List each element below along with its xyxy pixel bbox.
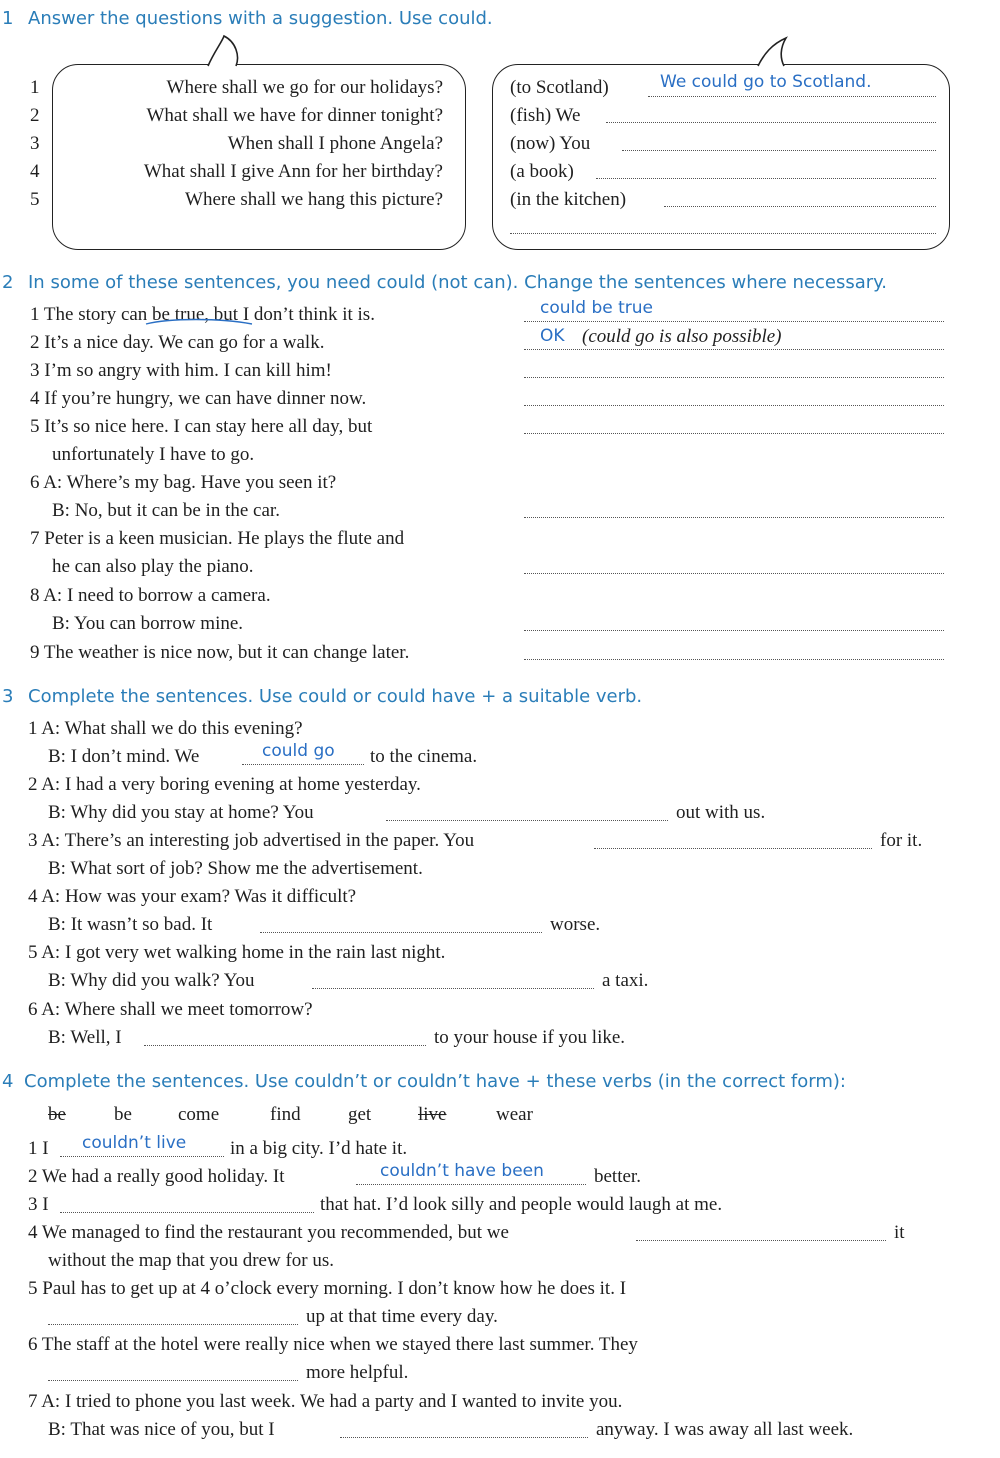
ex3-answer-line-2[interactable] [386,820,668,821]
ex2-answer-line-9[interactable] [524,659,944,660]
ex1-q3-number: 3 [30,133,40,154]
ex1-answer-line-4[interactable] [596,178,936,179]
ex3-line-1c: to the cinema. [370,746,478,767]
ex4-line-7a: 7 A: I tried to phone you last week. We had a party and I wanted to invite you. [28,1391,623,1412]
ex3-line-3b: for it. [880,830,923,851]
ex3-answer-line-3[interactable] [594,848,872,849]
ex1-answer-line-2[interactable] [606,122,936,123]
ex2-answer-1: could be true [540,298,653,318]
ex4-line-4c: without the map that you drew for us. [48,1250,335,1271]
ex2-answer-line-3[interactable] [524,377,944,378]
ex4-line-6a: 6 The staff at the hotel were really nice when we stayed there last summer. They [28,1334,638,1355]
verb-be-1-crossed: be [48,1104,66,1125]
ex4-answer-line-5[interactable] [48,1324,298,1325]
ex4-line-7b: B: That was nice of you, but I [48,1419,275,1440]
ex2-line-6b: B: No, but it can be in the car. [52,500,280,521]
verb-live-crossed: live [418,1104,447,1125]
verb-wear: wear [496,1104,533,1125]
ex1-question-3: When shall I phone Angela? [227,133,443,154]
ex4-answer-line-7[interactable] [340,1437,588,1438]
ex2-answer-line-7[interactable] [524,573,944,574]
ex2-line-3: 3 I’m so angry with him. I can kill him! [30,360,332,381]
ex3-line-3a: 3 A: There’s an interesting job advertised in the paper. You [28,830,475,851]
ex2-answer-line-1[interactable] [524,321,944,322]
verb-find: find [270,1104,301,1125]
ex3-line-5c: a taxi. [602,970,649,991]
ex3-line-5b: B: Why did you walk? You [48,970,255,991]
ex3-answer-line-1[interactable] [242,764,364,765]
ex4-answer-1: couldn’t live [82,1133,187,1153]
ex1-answer-line-6[interactable] [510,233,936,234]
ex3-line-1a: 1 A: What shall we do this evening? [28,718,303,739]
ex2-line-2: 2 It’s a nice day. We can go for a walk. [30,332,325,353]
ex4-answer-line-6[interactable] [48,1380,298,1381]
ex3-line-5a: 5 A: I got very wet walking home in the rain last night. [28,942,446,963]
ex1-answer-line-1[interactable] [648,96,936,97]
ex3-line-6c: to your house if you like. [434,1027,626,1048]
ex2-line-4: 4 If you’re hungry, we can have dinner now. [30,388,367,409]
ex1-prompt-4: (a book) [510,161,574,182]
ex4-line-5a: 5 Paul has to get up at 4 o’clock every morning. I don’t know how he does it. I [28,1278,627,1299]
ex3-answer-1: could go [262,741,335,761]
ex3-line-6a: 6 A: Where shall we meet tomorrow? [28,999,313,1020]
ex3-line-4c: worse. [550,914,601,935]
verb-be-2: be [114,1104,132,1125]
ex4-answer-line-3[interactable] [60,1212,314,1213]
ex3-line-2a: 2 A: I had a very boring evening at home yesterday. [28,774,421,795]
ex4-line-5b: up at that time every day. [306,1306,498,1327]
ex2-line-8b: B: You can borrow mine. [52,613,244,634]
ex2-line-6a: 6 A: Where’s my bag. Have you seen it? [30,472,337,493]
ex1-q4-number: 4 [30,161,40,182]
ex2-answer-2-note: (could go is also possible) [582,326,782,347]
ex1-number: 1 [2,8,14,29]
ex3-answer-line-4[interactable] [260,932,542,933]
ex3-number: 3 [2,686,14,707]
ex2-answer-line-5[interactable] [524,433,944,434]
ex3-answer-line-5[interactable] [312,988,594,989]
ex4-answer-line-1[interactable] [60,1156,224,1157]
ex4-answer-line-4[interactable] [636,1240,886,1241]
ex4-line-2a: 2 We had a really good holiday. It [28,1166,285,1187]
ex4-line-2b: better. [594,1166,641,1187]
ex1-q2-number: 2 [30,105,40,126]
ex1-prompt-3: (now) You [510,133,591,154]
ex2-number: 2 [2,272,14,293]
ex3-answer-line-6[interactable] [144,1045,426,1046]
ex3-line-2c: out with us. [676,802,766,823]
ex3-line-6b: B: Well, I [48,1027,122,1048]
ex2-line-7b: he can also play the piano. [52,556,254,577]
ex4-line-4a: 4 We managed to find the restaurant you recommended, but we [28,1222,509,1243]
ex3-line-4b: B: It wasn’t so bad. It [48,914,213,935]
ex1-instruction: Answer the questions with a suggestion. Use could. [28,8,493,29]
verb-come: come [178,1104,220,1125]
ex2-answer-2: OK [540,326,565,346]
ex1-question-2: What shall we have for dinner tonight? [146,105,443,126]
ex1-question-4: What shall I give Ann for her birthday? [143,161,443,182]
ex4-line-3a: 3 I [28,1194,49,1215]
ex4-number: 4 [2,1071,14,1092]
ex2-instruction: In some of these sentences, you need could (not can). Change the sentences where necessary. [28,272,887,293]
ex1-question-1: Where shall we go for our holidays? [166,77,443,98]
ex1-answer-line-3[interactable] [622,150,936,151]
ex1-answer-1: We could go to Scotland. [660,72,872,92]
ex2-line-1: 1 The story can be true, but I don’t think it is. [30,304,375,325]
ex3-instruction: Complete the sentences. Use could or could have + a suitable verb. [28,686,643,707]
ex2-line-9: 9 The weather is nice now, but it can change later. [30,642,410,663]
ex3-line-1b: B: I don’t mind. We [48,746,200,767]
ex4-line-6b: more helpful. [306,1362,409,1383]
ex4-line-1a: 1 I [28,1138,49,1159]
ex3-line-2b: B: Why did you stay at home? You [48,802,314,823]
ex4-line-3b: that hat. I’d look silly and people would laugh at me. [320,1194,723,1215]
ex2-line-7a: 7 Peter is a keen musician. He plays the flute and [30,528,405,549]
ex1-prompt-5: (in the kitchen) [510,189,627,210]
ex2-answer-line-8[interactable] [524,630,944,631]
ex1-prompt-2: (fish) We [510,105,581,126]
ex1-q1-number: 1 [30,77,40,98]
ex2-line-5: 5 It’s so nice here. I can stay here all day, but [30,416,373,437]
ex2-answer-line-6[interactable] [524,517,944,518]
ex1-q5-number: 5 [30,189,40,210]
ex4-answer-line-2[interactable] [356,1184,586,1185]
ex2-answer-line-2[interactable] [524,349,944,350]
ex4-instruction: Complete the sentences. Use couldn’t or couldn’t have + these verbs (in the correct form): [24,1071,846,1092]
ex3-line-3c: B: What sort of job? Show me the advertisement. [48,858,423,879]
ex4-line-7c: anyway. I was away all last week. [596,1419,854,1440]
ex1-answer-line-5[interactable] [664,206,936,207]
ex2-line-5b: unfortunately I have to go. [52,444,255,465]
ex4-line-4b: it [894,1222,905,1243]
ex1-prompt-1: (to Scotland) [510,77,609,98]
ex2-answer-line-4[interactable] [524,405,944,406]
ex3-line-4a: 4 A: How was your exam? Was it difficult? [28,886,357,907]
ex4-line-1b: in a big city. I’d hate it. [230,1138,408,1159]
ex4-answer-2: couldn’t have been [380,1161,544,1181]
verb-get: get [348,1104,372,1125]
ex2-line-8a: 8 A: I need to borrow a camera. [30,585,271,606]
ex1-question-5: Where shall we hang this picture? [185,189,443,210]
